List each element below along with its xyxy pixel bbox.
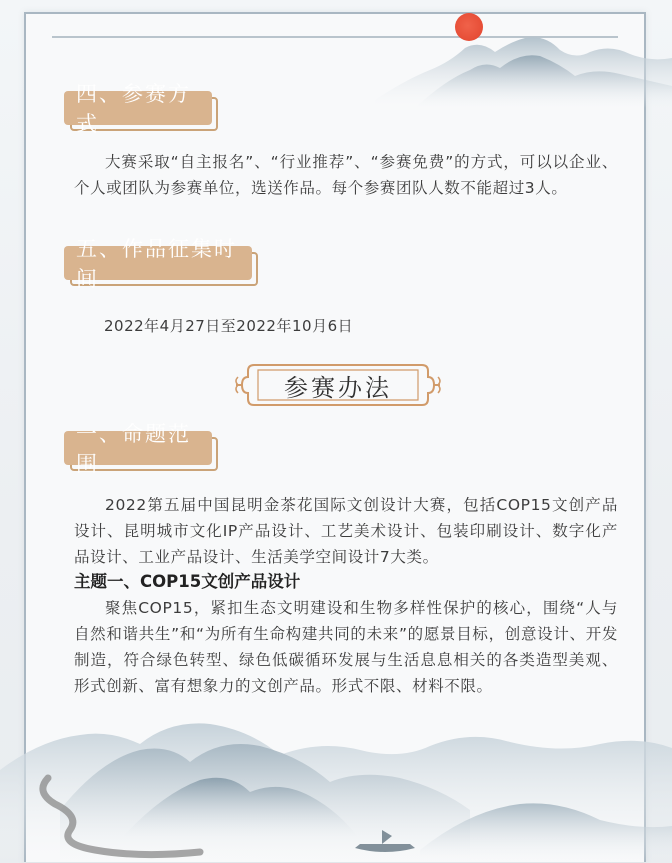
section-title: 四、参赛方式 — [64, 91, 212, 125]
section-header-scope — [64, 422, 212, 476]
theme-one-paragraph: 聚焦COP15，紧扣生态文明建设和生物多样性保护的核心，围绕“人与自然和谐共生”和“为所有生命构建共同的未来”的愿景目标，创意设计、开发制造，符合绿色转型、绿色低碳循环发展与生活息息相关的各类造型美观、形式创新、富有想象力的文创产品。形式不限、材料不限。 — [74, 599, 618, 695]
collection-date: 2022年4月27日至2022年10月6日 — [104, 317, 354, 335]
bottom-mountains-illustration — [0, 700, 672, 863]
section-header-participation — [64, 82, 212, 136]
section-header-collection-time — [64, 237, 252, 291]
theme-one-title: 主题一、COP15文创产品设计 — [74, 572, 301, 591]
banner-participation-method — [234, 359, 442, 411]
top-mountains-illustration — [375, 30, 672, 108]
section-title: 五、作品征集时间 — [64, 246, 252, 280]
participation-paragraph: 大赛采取“自主报名”、“行业推荐”、“参赛免费”的方式，可以以企业、个人或团队为参赛单位，选送作品。每个参赛团队人数不能超过3人。 — [74, 153, 618, 197]
section-title: 一、命题范围 — [64, 431, 212, 465]
scope-paragraph: 2022第五届中国昆明金茶花国际文创设计大赛，包括COP15文创产品设计、昆明城市文化IP产品设计、工艺美术设计、包装印刷设计、数字化产品设计、工业产品设计、生活美学空间设计7大类。 — [74, 496, 618, 566]
banner-title: 参赛办法 — [284, 373, 392, 402]
